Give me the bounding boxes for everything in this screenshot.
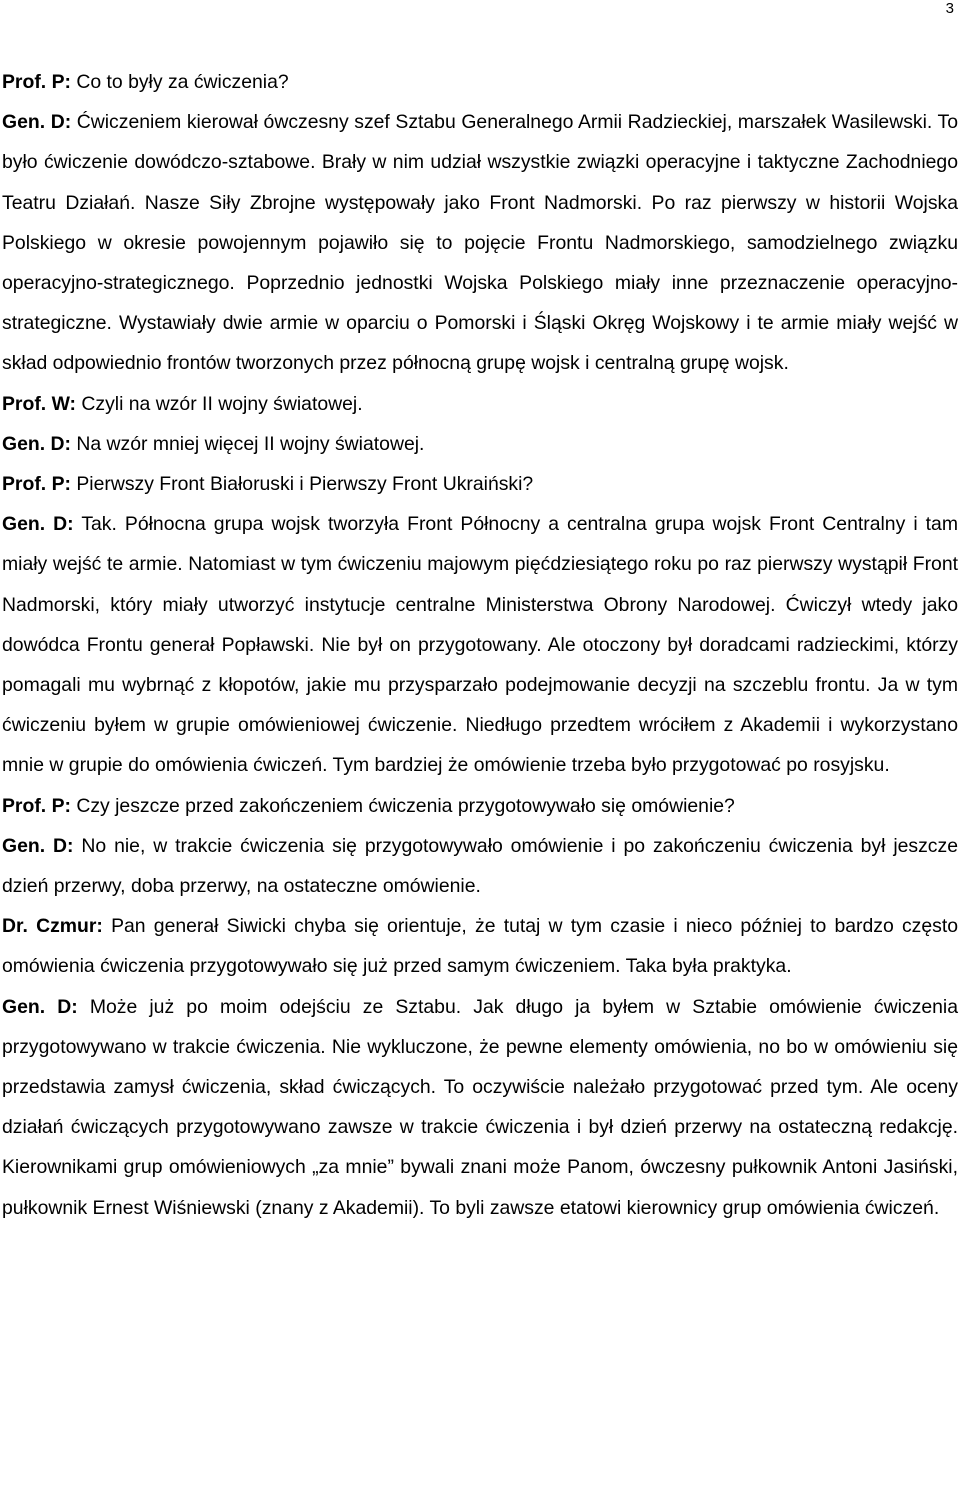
speaker-name: P:	[51, 473, 71, 496]
speaker-name: Czmur:	[36, 915, 103, 938]
page-number: 3	[945, 0, 954, 17]
paragraph-9	[2, 906, 958, 986]
speaker-title: Gen.	[2, 834, 46, 857]
paragraph-text: Pierwszy Front Białoruski i Pierwszy Front Ukraiński?	[76, 473, 534, 496]
paragraph-6	[2, 504, 958, 785]
transcript-body	[2, 62, 958, 1228]
speaker-title: Prof.	[2, 71, 47, 93]
speaker-title: Gen.	[2, 111, 46, 134]
paragraph-3	[2, 384, 958, 424]
speaker-title: Prof.	[2, 473, 47, 496]
speaker-title: Gen.	[2, 513, 46, 536]
paragraph-text: Tak. Północna grupa wojsk tworzyła Front Północny a centralna grupa wojsk Front Centralny i tam miały wejść te armie. Natomiast w tym ćwiczeniu majowym pięćdziesiątego roku po raz pierwszy wystąpił Front Nadmorski, który miały utworzyć instytucje centralne Ministerstwa Obrony Narodowej. Ćwiczył wtedy jako dowódca Frontu generał Popławski. Nie był on przygotowany. Ale otoczony był doradcami radzieckimi, którzy pomagali mu wybrnąć z kłopotów, jakie mu przysparzało podejmowanie decyzji na szczeblu frontu. Ja w tym ćwiczeniu byłem w grupie omówieniowej ćwiczenie. Niedługo przedtem wróciłem z Akademii i wykorzystano mnie w grupie do omówienia ćwiczeń. Tym bardziej że omówienie trzeba było przygotować po rosyjsku.	[2, 513, 958, 777]
speaker-title: Gen.	[2, 432, 46, 455]
paragraph-2	[2, 102, 958, 383]
paragraph-text: Na wzór mniej więcej II wojny światowej.	[76, 432, 425, 455]
paragraph-text: Czy jeszcze przed zakończeniem ćwiczenia przygotowywało się omówienie?	[76, 794, 735, 817]
speaker-name: P:	[51, 794, 71, 817]
speaker-title: Prof.	[2, 392, 47, 415]
speaker-name: D:	[50, 111, 72, 134]
speaker-title: Gen.	[2, 995, 46, 1018]
paragraph-text: Może już po moim odejściu ze Sztabu. Jak długo ja byłem w Sztabie omówienie ćwiczenia przygotowywano w trakcie ćwiczenia. Nie wykluczone, że pewne elementy omówienia, no bo w omówieniu się przedstawia zamysł ćwiczenia, skład ćwiczących. To oczywiście należało przygotować przed tym. Ale oceny działań ćwiczących przygotowywano zawsze w trakcie ćwiczenia i był dzień przerwy na ostateczną redakcję. Kierownikami grup omówieniowych „za mnie” bywali znani może Panom, ówczesny pułkownik Antoni Jasiński, pułkownik Ernest Wiśniewski (znany z Akademii). To byli zawsze etatowi kierownicy grup omówienia ćwiczeń.	[2, 995, 958, 1219]
speaker-name: P:	[51, 71, 71, 93]
paragraph-text: No nie, w trakcie ćwiczenia się przygotowywało omówienie i po zakończeniu ćwiczenia był jeszcze dzień przerwy, doba przerwy, na ostateczne omówienie.	[2, 834, 958, 898]
paragraph-text: Pan generał Siwicki chyba się orientuje, że tutaj w tym czasie i nieco później to bardzo często omówienia ćwiczenia przygotowywało się już przed samym ćwiczeniem. Taka była praktyka.	[2, 915, 958, 978]
speaker-name: D:	[53, 834, 74, 857]
speaker-title: Prof.	[2, 794, 47, 817]
paragraph-8	[2, 826, 958, 906]
paragraph-10	[2, 987, 958, 1228]
paragraph-1	[2, 62, 958, 102]
speaker-name: D:	[57, 995, 78, 1018]
speaker-name: D:	[50, 432, 71, 455]
speaker-title: Dr.	[2, 915, 28, 938]
paragraph-text: Ćwiczeniem kierował ówczesny szef Sztabu Generalnego Armii Radzieckiej, marszałek Wasilewski. To było ćwiczenie dowódczo-sztabowe. Brały w nim udział wszystkie związki operacyjne i taktyczne Zachodniego Teatru Działań. Nasze Siły Zbrojne występowały jako Front Nadmorski. Po raz pierwszy w historii Wojska Polskiego w okresie powojennym pojawiło się to pojęcie Frontu Nadmorskiego, samodzielnego związku operacyjno-strategicznego. Poprzednio jednostki Wojska Polskiego miały inne przeznaczenie operacyjno-strategiczne. Wystawiały dwie armie w oparciu o Pomorski i Śląski Okręg Wojskowy i te armie miały wejść w skład odpowiednio frontów tworzonych przez północną grupę wojsk i centralną grupę wojsk.	[2, 111, 958, 375]
speaker-name: W:	[51, 392, 76, 415]
paragraph-text: Co to były za ćwiczenia?	[76, 71, 289, 93]
paragraph-4	[2, 424, 958, 464]
speaker-name: D:	[53, 513, 74, 536]
paragraph-5	[2, 464, 958, 504]
paragraph-7	[2, 786, 958, 826]
paragraph-text: Czyli na wzór II wojny światowej.	[81, 392, 363, 415]
